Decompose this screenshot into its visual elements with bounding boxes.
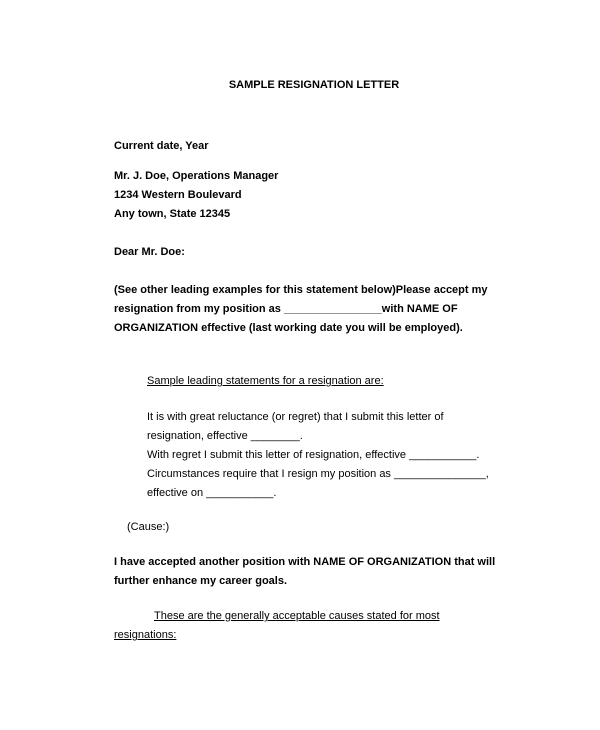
salutation: Dear Mr. Doe:: [114, 246, 185, 258]
sample-statement-line: Circumstances require that I resign my position as _______________,: [147, 468, 489, 480]
accepted-paragraph-line: further enhance my career goals.: [114, 575, 288, 587]
recipient-city-line: Any town, State 12345: [114, 208, 231, 220]
sample-statements-heading: Sample leading statements for a resignation are:: [147, 375, 384, 387]
cause-label: (Cause:): [127, 521, 170, 533]
sample-statement-line: effective on ___________.: [147, 487, 277, 499]
intro-paragraph-line: resignation from my position as ________________with NAME OF: [114, 303, 458, 315]
intro-paragraph-line: ORGANIZATION effective (last working date you will be employed).: [114, 322, 463, 334]
recipient-name-line: Mr. J. Doe, Operations Manager: [114, 170, 279, 182]
accepted-paragraph-line: I have accepted another position with NAME OF ORGANIZATION that will: [114, 556, 496, 568]
date-line: Current date, Year: [114, 140, 209, 152]
letter-title: SAMPLE RESIGNATION LETTER: [228, 79, 400, 91]
intro-paragraph-line: (See other leading examples for this statement below)Please accept my: [114, 284, 488, 296]
causes-heading-line: resignations:: [114, 629, 177, 641]
sample-statement-line: With regret I submit this letter of resignation, effective ___________.: [147, 449, 480, 461]
recipient-street: 1234 Western Boulevard: [114, 189, 242, 201]
sample-statement-line: It is with great reluctance (or regret) that I submit this letter of: [147, 411, 444, 423]
causes-heading-line: These are the generally acceptable causes stated for most: [154, 610, 440, 622]
sample-statement-line: resignation, effective ________.: [147, 430, 303, 442]
